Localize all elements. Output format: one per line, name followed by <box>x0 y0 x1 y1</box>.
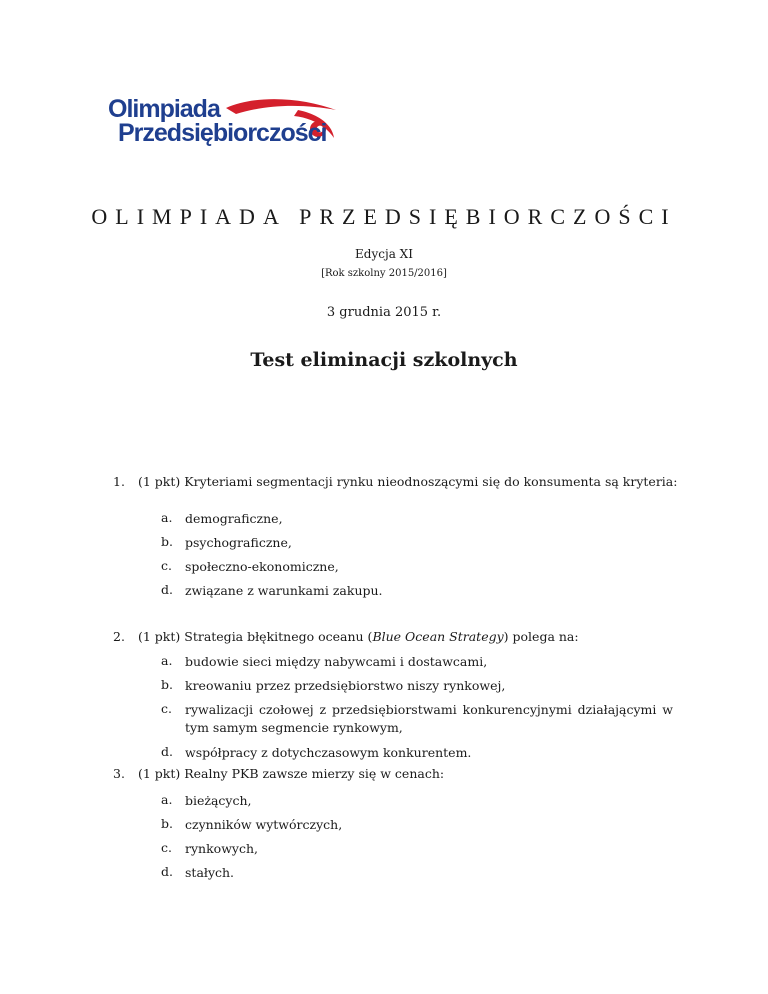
answer-letter: c. <box>161 840 172 855</box>
answer-text: związane z warunkami zakupu. <box>185 583 383 598</box>
answer-letter: a. <box>161 792 173 807</box>
answer-text: rywalizacji czołowej z przedsiębiorstwami konkurencyjnymi działającymi w tym samym segmencie rynkowym, <box>185 702 673 735</box>
answer-letter: d. <box>161 864 173 879</box>
answer-letter: b. <box>161 534 173 549</box>
answer-text: demograficzne, <box>185 511 283 526</box>
school-year-label: [Rok szkolny 2015/2016] <box>321 268 447 279</box>
question-number: 2. <box>113 629 125 644</box>
answer-letter: a. <box>161 653 173 668</box>
question-text <box>138 629 678 644</box>
answer-text: kreowaniu przez przedsiębiorstwo niszy rynkowej, <box>185 678 506 693</box>
answer-text: psychograficzne, <box>185 535 292 550</box>
date-label: 3 grudnia 2015 r. <box>326 305 442 320</box>
question-text-before: (1 pkt) Strategia błękitnego oceanu ( <box>138 629 373 644</box>
question-text: (1 pkt) Kryteriami segmentacji rynku nieodnoszącymi się do konsumenta są kryteria: <box>138 474 678 489</box>
answer-letter: a. <box>161 510 173 525</box>
question-text: (1 pkt) Realny PKB zawsze mierzy się w cenach: <box>138 766 445 781</box>
answer-letter: c. <box>161 701 172 716</box>
answer-text: społeczno-ekonomiczne, <box>185 559 339 574</box>
answer-letter: b. <box>161 677 173 692</box>
answer-letter: b. <box>161 816 173 831</box>
answer-text: bieżących, <box>185 793 252 808</box>
answer-text: stałych. <box>185 865 235 880</box>
answer-letter: c. <box>161 558 172 573</box>
answer-text: rynkowych, <box>185 841 258 856</box>
answer-text: budowie sieci między nabywcami i dostawcami, <box>185 654 488 669</box>
page-title: OLIMPIADA PRZEDSIĘBIORCZOŚCI <box>91 204 677 229</box>
question-text-italic: Blue Ocean Strategy <box>372 629 504 644</box>
answer-letter: d. <box>161 744 173 759</box>
logo-line-1: Olimpiada <box>108 95 220 123</box>
test-title: Test eliminacji szkolnych <box>250 349 518 371</box>
answer-text: współpracy z dotychczasowym konkurentem. <box>185 745 472 760</box>
question-number: 3. <box>113 766 125 781</box>
olimpiada-logo <box>108 96 340 152</box>
answer-letter: d. <box>161 582 173 597</box>
question-number: 1. <box>113 474 125 489</box>
answer-text: czynników wytwórczych, <box>185 817 343 832</box>
question-text-after: ) polega na: <box>503 629 579 644</box>
edition-label: Edycja XI <box>355 247 413 261</box>
logo-line-2: Przedsiębiorczości <box>118 119 327 147</box>
